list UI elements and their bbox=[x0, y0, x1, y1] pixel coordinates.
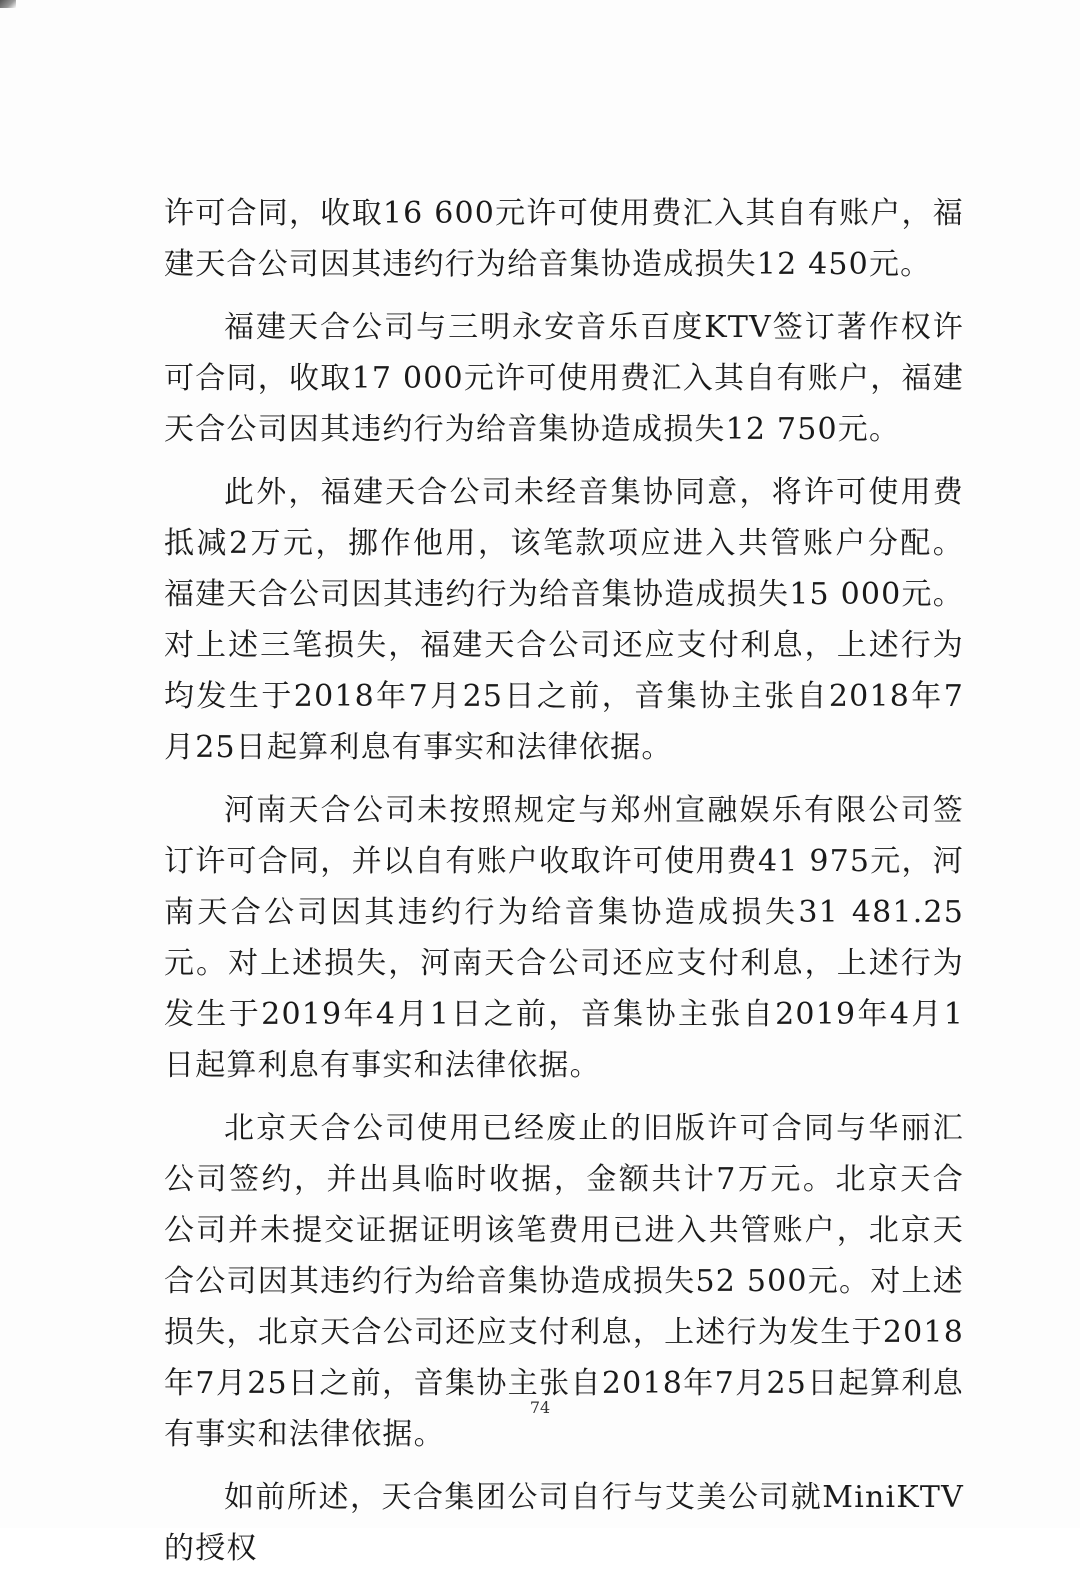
paragraph-fujian-sanming: 福建天合公司与三明永安音乐百度KTV签订著作权许可合同，收取17 000元许可使用费汇入其自有账户，福建天合公司因其违约行为给音集协造成损失12 750元。 bbox=[164, 310, 964, 447]
paragraph-continuation: 许可合同，收取16 600元许可使用费汇入其自有账户，福建天合公司因其违约行为给音集协造成损失12 450元。 bbox=[164, 196, 964, 282]
paragraph-henan: 河南天合公司未按照规定与郑州宣融娱乐有限公司签订许可合同，并以自有账户收取许可使用费41 975元，河南天合公司因其违约行为给音集协造成损失31 481.25元。对上述损失，河南天合公司还应支付利息，上述行为发生于2019年4月1日之前，音集协主张自2019年4月1日起算利息有事实和法律依据。 bbox=[164, 793, 964, 1083]
paragraph-beijing: 北京天合公司使用已经废止的旧版许可合同与华丽汇公司签约，并出具临时收据，金额共计7万元。北京天合公司并未提交证据证明该笔费用已进入共管账户，北京天合公司因其违约行为给音集协造成损失52 500元。对上述损失，北京天合公司还应支付利息，上述行为发生于2018年7月25日之前，音集协主张自2018年7月25日起算利息有事实和法律依据。 bbox=[164, 1111, 964, 1452]
page-number: 74 bbox=[529, 1398, 551, 1417]
body-text bbox=[164, 188, 964, 1586]
paragraph-fujian-offset: 此外，福建天合公司未经音集协同意，将许可使用费抵减2万元，挪作他用，该笔款项应进入共管账户分配。福建天合公司因其违约行为给音集协造成损失15 000元。对上述三笔损失，福建天合公司还应支付利息，上述行为均发生于2018年7月25日之前，音集协主张自2018年7月25日起算利息有事实和法律依据。 bbox=[164, 475, 964, 765]
paragraph-minktv: 如前所述，天合集团公司自行与艾美公司就MiniKTV的授权 bbox=[164, 1480, 964, 1566]
scan-corner-mark bbox=[0, 0, 16, 8]
